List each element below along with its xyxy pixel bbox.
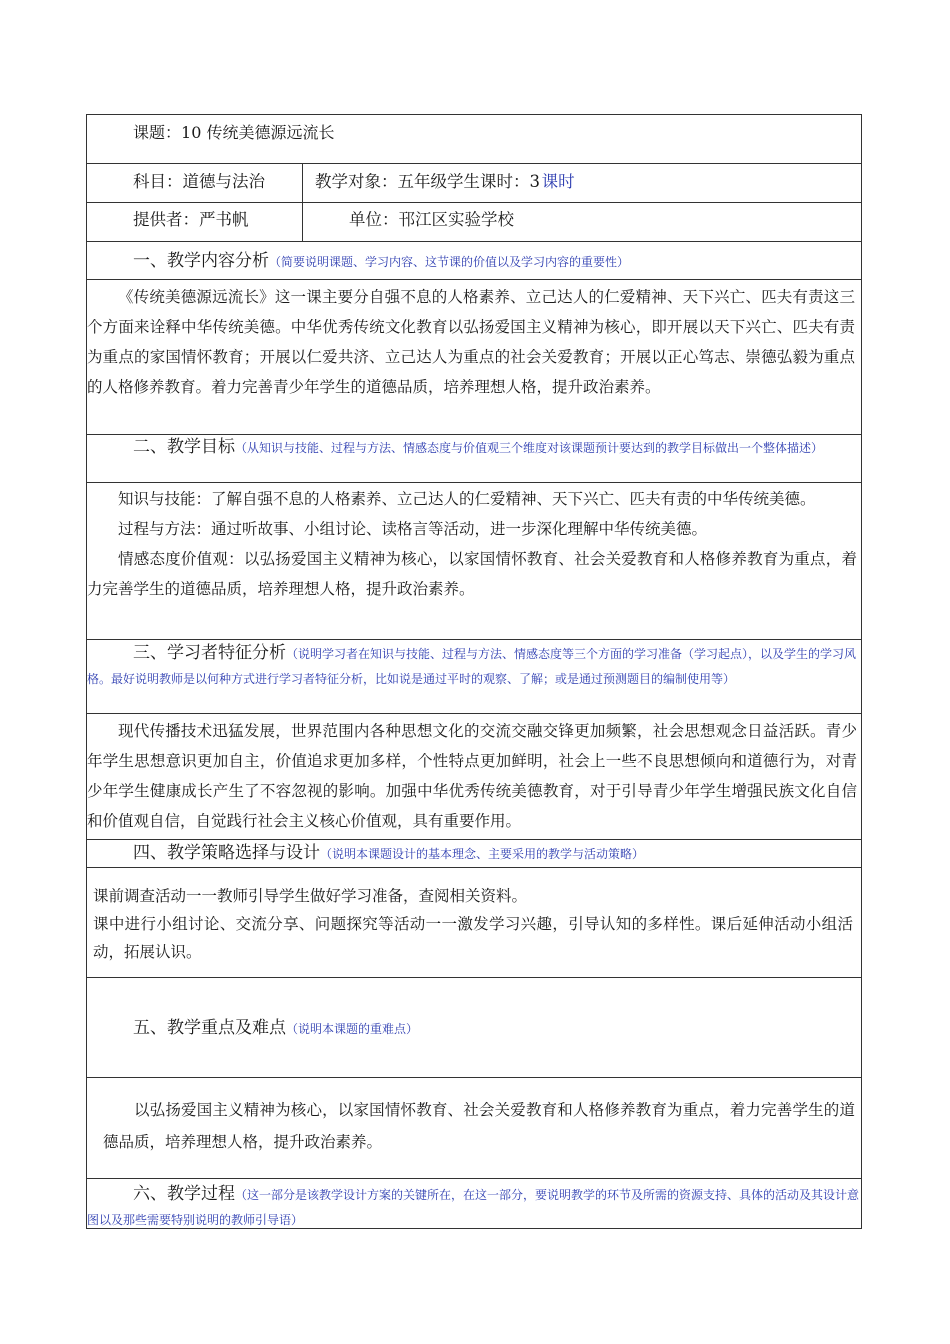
section-3-text: 现代传播技术迅猛发展，世界范围内各种思想文化的交流交融交锋更加频繁，社会思想观念日益活跃。青少年学生思想意识更加自主，价值追求更加多样，个性特点更加鲜明，社会上一些不良思想倾向和道德行为，对青少年学生健康成长产生了不容忽视的影响。加强中华优秀传统美德教育，对于引导青少年学生增强民族文化自信和价值观自信，自觉践行社会主义核心价值观，具有重要作用。 (87, 722, 857, 830)
section-4-pre-class: 课前调查活动一一教师引导学生做好学习准备，查阅相关资料。 (93, 887, 528, 905)
section-2-body (86, 483, 862, 640)
section-4-header (86, 840, 862, 868)
section-1-body (86, 280, 862, 435)
section-2-attitude: 情感态度价值观：以弘扬爱国主义精神为核心，以家国情怀教育、社会关爱教育和人格修养教育为重点，着力完善学生的道德品质，培养理想人格，提升政治素养。 (87, 550, 857, 598)
section-5-header (86, 978, 862, 1078)
section-2-note: （从知识与技能、过程与方法、情感态度与价值观三个维度对该课题预计要达到的教学目标做出一个整体描述） (235, 441, 824, 455)
topic-value: 10 传统美德源远流长 (181, 123, 335, 142)
topic-label: 课题： (133, 123, 182, 142)
section-3-note: （说明学习者在知识与技能、过程与方法、情感态度等三个方面的学习准备（学习起点），以及学生的学习风格。最好说明教师是以何种方式进行学习者特征分析，比如说是通过平时的观察、了解；或是通过预测题目的编制使用等） (87, 647, 857, 686)
audience-cell (303, 164, 861, 202)
section-3-body (86, 714, 862, 840)
unit-label: 单位： (349, 210, 399, 229)
section-5-body (86, 1078, 862, 1179)
subject-value: 道德与法治 (182, 172, 265, 191)
section-4-title: 四、教学策略选择与设计 (133, 843, 320, 863)
section-4-in-class: 课中进行小组讨论、交流分享、问题探究等活动一一激发学习兴趣，引导认知的多样性。课后延伸活动小组活动，拓展认识。 (93, 915, 853, 961)
provider-row (86, 203, 862, 242)
subject-cell (87, 164, 303, 202)
section-5-text: 以弘扬爱国主义精神为核心，以家国情怀教育、社会关爱教育和人格修养教育为重点，着力完善学生的道德品质，培养理想人格，提升政治素养。 (103, 1101, 855, 1151)
audience-value: 五年级学生 (397, 172, 480, 191)
unit-cell (303, 203, 861, 241)
section-6-note: （这一部分是该教学设计方案的关键所在，在这一部分，要说明教学的环节及所需的资源支持、具体的活动及其设计意图以及那些需要特别说明的教师引导语） (87, 1188, 860, 1227)
lesson-plan-table (86, 114, 862, 1229)
subject-label: 科目： (133, 172, 183, 191)
unit-value: 邗江区实验学校 (398, 210, 514, 229)
section-6-header (86, 1179, 862, 1229)
section-1-header (86, 242, 862, 280)
section-1-note: （简要说明课题、学习内容、这节课的价值以及学习内容的重要性） (269, 255, 630, 269)
section-2-process: 过程与方法：通过听故事、小组讨论、读格言等活动，进一步深化理解中华传统美德。 (118, 520, 708, 538)
section-1-text: 《传统美德源远流长》这一课主要分自强不息的人格素养、立己达人的仁爱精神、天下兴亡、匹夫有责这三个方面来诠释中华传统美德。中华优秀传统文化教育以弘扬爱国主义精神为核心，即开展以天下兴亡、匹夫有责为重点的家国情怀教育；开展以仁爱共济、立己达人为重点的社会关爱教育；开展以正心笃志、崇德弘毅为重点的人格修养教育。着力完善青少年学生的道德品质，培养理想人格，提升政治素养。 (87, 288, 855, 396)
section-3-header (86, 640, 862, 714)
section-1-title: 一、教学内容分析 (133, 251, 269, 271)
period-value: 3 (529, 172, 540, 191)
period-unit: 课时 (541, 172, 575, 191)
section-5-title: 五、教学重点及难点 (133, 1018, 286, 1038)
section-5-note: （说明本课题的重难点） (286, 1022, 419, 1036)
section-3-title: 三、学习者特征分析 (133, 643, 286, 663)
audience-label: 教学对象： (315, 172, 398, 191)
topic-row (86, 114, 862, 164)
subject-row (86, 164, 862, 203)
provider-label: 提供者： (133, 210, 199, 229)
section-6-title: 六、教学过程 (133, 1184, 235, 1204)
period-label: 课时： (480, 172, 530, 191)
section-4-body (86, 868, 862, 978)
topic (133, 119, 334, 147)
provider-cell (87, 203, 303, 241)
section-2-header (86, 435, 862, 483)
section-2-knowledge: 知识与技能：了解自强不息的人格素养、立己达人的仁爱精神、天下兴亡、匹夫有责的中华传统美德。 (118, 490, 816, 508)
provider-value: 严书帆 (199, 210, 249, 229)
section-4-note: （说明本课题设计的基本理念、主要采用的教学与活动策略） (320, 847, 645, 861)
section-2-title: 二、教学目标 (133, 437, 235, 457)
